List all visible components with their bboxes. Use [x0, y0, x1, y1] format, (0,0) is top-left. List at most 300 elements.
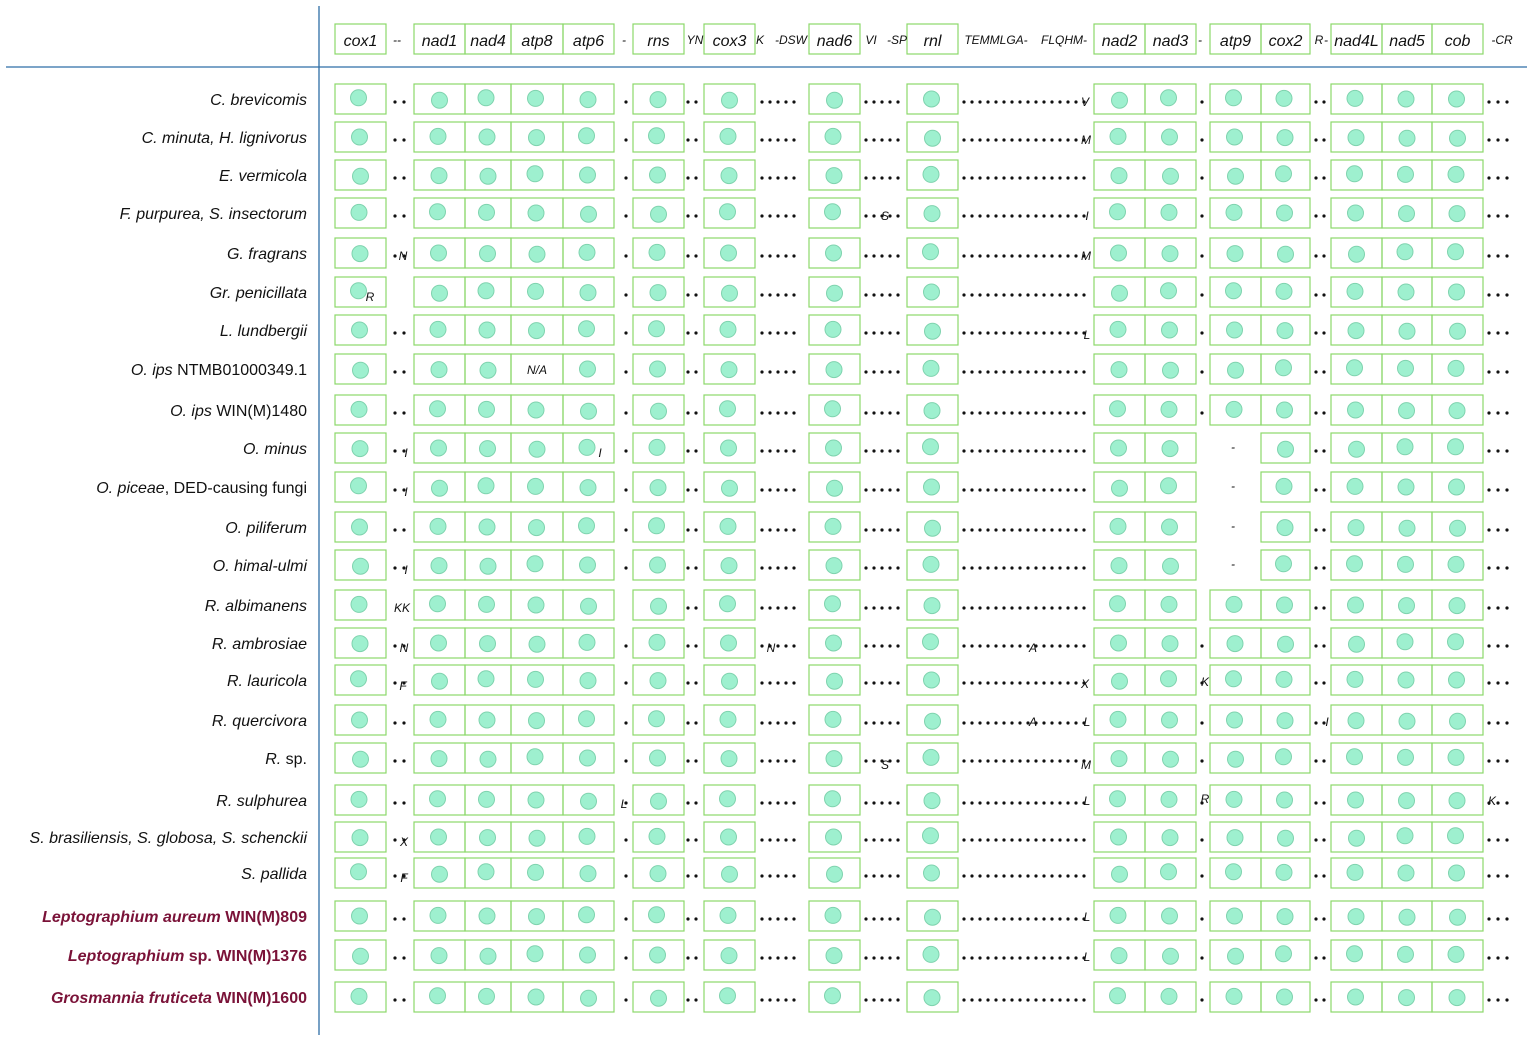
gene-present-dot: [1112, 480, 1128, 496]
gene-present-dot: [430, 204, 446, 220]
trna-dot: [768, 370, 771, 373]
trna-dot: [402, 759, 405, 762]
species-row: [210, 277, 1509, 307]
trna-dot: [624, 874, 627, 877]
trna-dot: [962, 488, 965, 491]
gene-present-dot: [1162, 129, 1178, 145]
trna-dot: [768, 759, 771, 762]
gene-present-dot: [527, 946, 543, 962]
trna-dot: [1002, 411, 1005, 414]
trna-dot: [1026, 917, 1029, 920]
trna-dot: [1042, 801, 1045, 804]
trna-dot: [402, 721, 405, 724]
gene-present-dot: [528, 989, 544, 1005]
trna-dot: [1050, 681, 1053, 684]
trna-dot: [694, 566, 697, 569]
trna-dot: [888, 176, 891, 179]
trna-dot: [864, 874, 867, 877]
header-trna-label: R: [1314, 33, 1324, 47]
trna-dot: [694, 176, 697, 179]
trna-dot: [402, 214, 405, 217]
trna-dot: [1042, 644, 1045, 647]
trna-dot: [880, 176, 883, 179]
trna-dot: [760, 528, 763, 531]
trna-dot: [1496, 998, 1499, 1001]
gene-present-dot: [1162, 246, 1178, 262]
trna-dot: [978, 644, 981, 647]
trna-dot: [1082, 644, 1085, 647]
gene-present-dot: [1226, 401, 1242, 417]
gene-present-dot: [430, 401, 446, 417]
trna-dot: [393, 644, 396, 647]
trna-dot: [978, 138, 981, 141]
gene-present-dot: [826, 558, 842, 574]
trna-dot: [1010, 874, 1013, 877]
trna-dot: [776, 681, 779, 684]
trna-dot: [1496, 874, 1499, 877]
gene-present-dot: [1347, 166, 1363, 182]
gene-present-dot: [351, 478, 367, 494]
trna-dot: [760, 917, 763, 920]
species-italic-name: F. purpurea, S. insectorum: [119, 206, 307, 223]
trna-dot: [776, 100, 779, 103]
gene-present-dot: [649, 828, 665, 844]
trna-dot: [792, 606, 795, 609]
trna-dot: [1487, 370, 1490, 373]
species-label: [30, 830, 308, 847]
trna-dot: [1496, 606, 1499, 609]
trna-dot: [1018, 874, 1021, 877]
gene-present-dot: [650, 167, 666, 183]
gene-present-dot: [1276, 671, 1292, 687]
trna-dot: [776, 956, 779, 959]
trna-dot: [1322, 528, 1325, 531]
trna-dot: [994, 644, 997, 647]
trna-dot: [872, 138, 875, 141]
gene-present-dot: [1450, 323, 1466, 339]
trna-dot: [1496, 488, 1499, 491]
trna-dot: [1018, 411, 1021, 414]
species-label: [227, 246, 307, 263]
trna-dot: [962, 566, 965, 569]
trna-dot: [880, 606, 883, 609]
trna-dot: [1496, 331, 1499, 334]
gene-present-dot: [1450, 909, 1466, 925]
trna-dot: [864, 956, 867, 959]
trna-dot: [1026, 801, 1029, 804]
trna-annotation-label: M: [1081, 758, 1091, 772]
gene-present-dot: [580, 866, 596, 882]
gene-present-dot: [1347, 556, 1363, 572]
trna-dot: [896, 100, 899, 103]
trna-dot: [1042, 214, 1045, 217]
gene-present-dot: [478, 671, 494, 687]
trna-dot: [1042, 138, 1045, 141]
trna-dot: [694, 293, 697, 296]
gene-present-dot: [1448, 166, 1464, 182]
gene-present-dot: [430, 907, 446, 923]
trna-dot: [1010, 214, 1013, 217]
trna-dot: [970, 759, 973, 762]
trna-dot: [1010, 176, 1013, 179]
gene-present-dot: [1227, 246, 1243, 262]
trna-dot: [784, 488, 787, 491]
trna-dot: [1314, 801, 1317, 804]
trna-dot: [686, 801, 689, 804]
gene-present-dot: [1227, 908, 1243, 924]
trna-dot: [402, 370, 405, 373]
trna-dot: [686, 411, 689, 414]
gene-present-dot: [529, 830, 545, 846]
gene-present-dot: [528, 671, 544, 687]
gene-present-dot: [351, 988, 367, 1004]
gene-present-dot: [1228, 168, 1244, 184]
trna-dot: [880, 528, 883, 531]
trna-dot: [896, 370, 899, 373]
trna-dot: [1066, 214, 1069, 217]
gene-present-dot: [432, 866, 448, 882]
gene-present-dot: [722, 866, 738, 882]
trna-dot: [1018, 917, 1021, 920]
trna-dot: [1487, 644, 1490, 647]
gene-present-dot: [480, 168, 496, 184]
trna-dot: [776, 838, 779, 841]
trna-dot: [1026, 100, 1029, 103]
trna-dot: [624, 449, 627, 452]
trna-dot: [896, 759, 899, 762]
gene-present-dot: [1399, 323, 1415, 339]
gene-present-dot: [1111, 558, 1127, 574]
trna-dot: [1034, 801, 1037, 804]
gene-present-dot: [827, 480, 843, 496]
trna-dot: [393, 759, 396, 762]
species-italic-name: S. brasiliensis, S. globosa, S. schenckii: [29, 830, 307, 847]
gene-present-dot: [825, 596, 841, 612]
trna-dot: [1496, 838, 1499, 841]
trna-dot: [768, 449, 771, 452]
trna-dot: [624, 214, 627, 217]
trna-dot: [694, 759, 697, 762]
gene-present-dot: [353, 362, 369, 378]
species-italic-name: Gr. penicillata: [209, 285, 307, 302]
gene-present-dot: [650, 285, 666, 301]
trna-dot: [1314, 681, 1317, 684]
gene-present-dot: [352, 519, 368, 535]
trna-dot: [1058, 721, 1061, 724]
trna-dot: [1200, 138, 1203, 141]
gene-present-dot: [1449, 990, 1465, 1006]
species-label: [170, 403, 307, 420]
gene-present-dot: [924, 793, 940, 809]
gene-present-dot: [479, 401, 495, 417]
gene-present-dot: [528, 478, 544, 494]
species-label: [212, 636, 307, 653]
gene-present-dot: [1163, 558, 1179, 574]
species-italic-name: E. vermicola: [218, 168, 307, 185]
trna-dot: [1026, 331, 1029, 334]
gene-present-dot: [924, 865, 940, 881]
trna-dot: [760, 488, 763, 491]
gene-present-dot: [1398, 946, 1414, 962]
gene-present-dot: [925, 323, 941, 339]
trna-dot: [768, 956, 771, 959]
trna-dot: [970, 956, 973, 959]
trna-dot: [1082, 998, 1085, 1001]
trna-dot: [760, 998, 763, 1001]
gene-present-dot: [580, 557, 596, 573]
gene-present-dot: [580, 673, 596, 689]
trna-dot: [1505, 998, 1508, 1001]
trna-dot: [896, 214, 899, 217]
gene-present-dot: [1163, 948, 1179, 964]
species-row: [170, 395, 1509, 425]
gene-present-dot: [1399, 713, 1415, 729]
trna-dot: [694, 528, 697, 531]
trna-dot: [896, 176, 899, 179]
trna-dot: [978, 917, 981, 920]
species-italic-name: R. lauricola: [226, 673, 307, 690]
trna-dot: [1487, 488, 1490, 491]
gene-present-dot: [1398, 749, 1414, 765]
trna-dot: [768, 681, 771, 684]
gene-present-dot: [825, 988, 841, 1004]
trna-dot: [784, 176, 787, 179]
gene-present-dot: [352, 441, 368, 457]
trna-dot: [768, 606, 771, 609]
gene-present-dot: [1449, 598, 1465, 614]
trna-dot: [792, 956, 795, 959]
trna-dot: [1487, 998, 1490, 1001]
gene-present-dot: [1112, 285, 1128, 301]
trna-dot: [393, 331, 396, 334]
trna-dot: [896, 528, 899, 531]
gene-present-dot: [1228, 751, 1244, 767]
trna-dot: [896, 449, 899, 452]
trna-dot: [760, 100, 763, 103]
gene-present-dot: [1449, 672, 1465, 688]
gene-present-dot: [1226, 864, 1242, 880]
trna-dot: [978, 293, 981, 296]
trna-dot: [978, 370, 981, 373]
gene-present-dot: [924, 284, 940, 300]
header-trna-label: FLQHM-: [1041, 33, 1087, 47]
trna-dot: [1066, 644, 1069, 647]
gene-present-dot: [923, 360, 939, 376]
trna-dot: [1505, 100, 1508, 103]
gene-present-dot: [352, 322, 368, 338]
trna-dot: [970, 917, 973, 920]
species-italic-name: L. lundbergii: [219, 323, 307, 340]
trna-dot: [864, 681, 867, 684]
header-gene-label: atp9: [1219, 33, 1252, 50]
gene-present-dot: [580, 167, 596, 183]
trna-annotation-label: M: [1081, 249, 1091, 263]
trna-dot: [1010, 644, 1013, 647]
trna-dot: [1314, 528, 1317, 531]
trna-dot: [896, 998, 899, 1001]
gene-present-dot: [579, 321, 595, 337]
gene-present-dot: [430, 791, 446, 807]
trna-dot: [1058, 801, 1061, 804]
gene-present-dot: [720, 596, 736, 612]
trna-dot: [962, 917, 965, 920]
trna-dot: [978, 566, 981, 569]
trna-dot: [1010, 566, 1013, 569]
trna-dot: [1487, 566, 1490, 569]
trna-dot: [1018, 721, 1021, 724]
header-trna-label: YN: [686, 33, 704, 47]
trna-dot: [1042, 917, 1045, 920]
trna-dot: [1050, 956, 1053, 959]
gene-present-dot: [1110, 791, 1126, 807]
trna-dot: [1058, 254, 1061, 257]
trna-dot: [1026, 874, 1029, 877]
trna-dot: [1026, 254, 1029, 257]
trna-dot: [872, 100, 875, 103]
trna-dot: [784, 606, 787, 609]
trna-dot: [624, 917, 627, 920]
gene-present-dot: [478, 90, 494, 106]
species-row: [210, 84, 1509, 114]
trna-dot: [888, 566, 891, 569]
trna-dot: [1487, 176, 1490, 179]
trna-dot: [1034, 956, 1037, 959]
trna-dot: [792, 488, 795, 491]
gene-present-dot: [1347, 671, 1363, 687]
trna-dot: [1042, 606, 1045, 609]
gene-present-dot: [1112, 673, 1128, 689]
trna-dot: [1042, 449, 1045, 452]
trna-dot: [978, 214, 981, 217]
gene-present-dot: [1449, 206, 1465, 222]
species-row: [212, 628, 1509, 658]
trna-dot: [978, 874, 981, 877]
trna-dot: [1314, 100, 1317, 103]
trna-dot: [1042, 838, 1045, 841]
gene-present-dot: [478, 283, 494, 299]
gene-present-dot: [1111, 751, 1127, 767]
gene-present-dot: [923, 244, 939, 260]
trna-dot: [1066, 254, 1069, 257]
trna-dot: [1314, 606, 1317, 609]
gene-present-dot: [649, 439, 665, 455]
trna-dot: [792, 411, 795, 414]
gene-present-dot: [431, 635, 447, 651]
trna-dot: [970, 293, 973, 296]
trna-dot: [896, 801, 899, 804]
trna-dot: [1496, 176, 1499, 179]
gene-present-dot: [721, 558, 737, 574]
trna-dot: [776, 138, 779, 141]
trna-dot: [962, 956, 965, 959]
header-trna-label: K: [755, 33, 765, 47]
species-label: [210, 285, 307, 302]
gene-present-dot: [1449, 284, 1465, 300]
header-gene-label: nad4: [470, 33, 506, 50]
gene-present-dot: [480, 830, 496, 846]
trna-dot: [962, 176, 965, 179]
trna-dot: [784, 370, 787, 373]
gene-present-dot: [825, 401, 841, 417]
species-italic-name: R. albimanens: [204, 598, 307, 615]
species-italic-name: Grosmannia fruticeta: [50, 990, 212, 1007]
trna-dot: [694, 838, 697, 841]
trna-dot: [872, 917, 875, 920]
gene-present-dot: [353, 168, 369, 184]
gene-present-dot: [1161, 401, 1177, 417]
gene-present-dot: [1277, 597, 1293, 613]
trna-dot: [792, 644, 795, 647]
trna-dot: [1505, 874, 1508, 877]
gene-present-dot: [480, 558, 496, 574]
trna-dot: [1200, 254, 1203, 257]
trna-dot: [1042, 100, 1045, 103]
trna-dot: [393, 956, 396, 959]
trna-dot: [784, 528, 787, 531]
trna-annotation-label: I: [1325, 715, 1329, 729]
trna-dot: [768, 411, 771, 414]
trna-dot: [402, 138, 405, 141]
gene-present-dot: [430, 518, 446, 534]
gene-present-dot: [825, 791, 841, 807]
gene-present-dot: [720, 401, 736, 417]
trna-dot: [1314, 488, 1317, 491]
trna-dot: [776, 566, 779, 569]
trna-dot: [1487, 293, 1490, 296]
trna-dot: [1018, 998, 1021, 1001]
gene-present-dot: [651, 598, 667, 614]
trna-dot: [393, 138, 396, 141]
trna-dot: [986, 293, 989, 296]
trna-dot: [986, 176, 989, 179]
trna-dot: [880, 293, 883, 296]
trna-dot: [1200, 293, 1203, 296]
trna-dot: [962, 874, 965, 877]
trna-dot: [1050, 801, 1053, 804]
trna-dot: [686, 606, 689, 609]
trna-dot: [1066, 998, 1069, 1001]
species-strain-suffix: sp. WIN(M)1376: [184, 948, 307, 965]
gene-present-dot: [1226, 90, 1242, 106]
trna-dot: [1074, 917, 1077, 920]
gene-present-dot: [1278, 246, 1294, 262]
trna-dot: [864, 370, 867, 373]
header-gene-label: nad2: [1101, 33, 1138, 50]
trna-dot: [1034, 214, 1037, 217]
gene-present-dot: [925, 713, 941, 729]
trna-dot: [1496, 138, 1499, 141]
gene-present-dot: [529, 323, 545, 339]
gene-present-dot: [1398, 865, 1414, 881]
gene-present-dot: [1277, 989, 1293, 1005]
trna-dot: [1002, 449, 1005, 452]
header-trna-label: -DSW: [775, 33, 807, 47]
trna-dot: [962, 759, 965, 762]
trna-dot: [694, 998, 697, 1001]
gene-present-dot: [1162, 908, 1178, 924]
gene-present-dot: [479, 712, 495, 728]
trna-dot: [1058, 874, 1061, 877]
gene-present-dot: [1277, 909, 1293, 925]
trna-dot: [1487, 331, 1490, 334]
trna-dot: [1034, 411, 1037, 414]
trna-dot: [1010, 488, 1013, 491]
trna-dot: [1066, 956, 1069, 959]
trna-dot: [970, 566, 973, 569]
gene-present-dot: [1112, 866, 1128, 882]
species-strain-suffix: WIN(M)809: [220, 909, 307, 926]
trna-annotation-label: L: [1083, 794, 1091, 808]
